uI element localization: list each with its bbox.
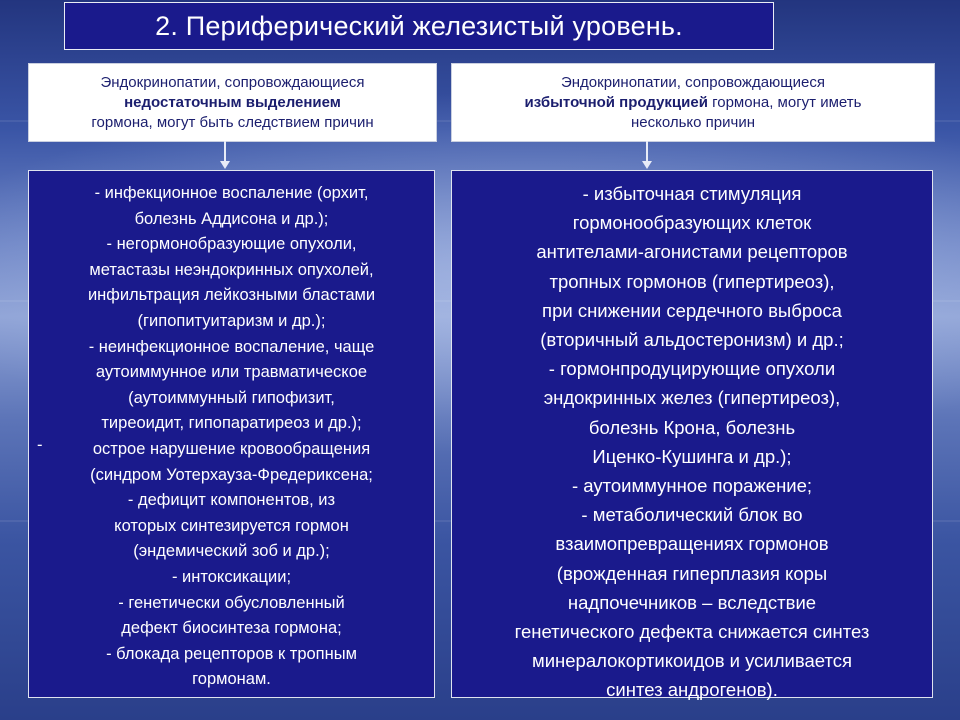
right-causes-box: [451, 170, 933, 701]
right-body-line: гормонообразующих клеток: [572, 212, 812, 234]
right-body-line: Иценко-Кушинга и др.);: [592, 445, 792, 467]
right-header-bold: избыточной продукцией: [524, 93, 708, 111]
right-header-line-2-rest: гормона, могут иметь: [707, 93, 862, 111]
right-body-line: генетического дефекта снижается синтез: [514, 621, 870, 643]
left-body-line: (аутоиммунный гипофизит,: [128, 388, 335, 407]
right-body-line: эндокринных желез (гипертиреоз),: [543, 387, 841, 409]
left-connector-line: [224, 141, 226, 163]
left-header-box: [28, 63, 437, 142]
right-body-line: - метаболический блок во: [581, 504, 803, 526]
right-header-line-2: [525, 93, 862, 113]
right-body-line: болезнь Крона, болезнь: [588, 416, 796, 438]
right-body-line: - гормонпродуцирующие опухоли: [548, 358, 836, 380]
left-body-line: - инфекционное воспаление (орхит,: [94, 184, 369, 202]
left-body-line: (синдром Уотерхауза-Фредериксена;: [90, 465, 373, 484]
left-body-line: метастазы неэндокринных опухолей,: [89, 260, 374, 279]
left-body-line: аутоиммунное или травматическое: [95, 363, 368, 382]
right-connector-line: [646, 141, 648, 163]
left-body-line: гормонам.: [192, 670, 271, 689]
left-body-line: инфильтрация лейкозными бластами: [87, 286, 376, 305]
right-body-line: при снижении сердечного выброса: [542, 299, 842, 321]
right-body-line: взаимопревращениях гормонов: [555, 533, 829, 555]
left-arrow-head: [220, 161, 230, 169]
right-body-line: - аутоиммунное поражение;: [571, 475, 813, 497]
slide-title-box: [64, 2, 774, 50]
right-body-line: тропных гормонов (гипертиреоз),: [549, 270, 835, 292]
left-body-line: которых синтезируется гормон: [114, 516, 349, 535]
left-body-line: - генетически обусловленный: [118, 593, 345, 612]
left-body-line: - блокада рецепторов к тропным: [106, 644, 357, 663]
left-body-line: (гипопитуитаризм и др.);: [137, 311, 326, 330]
left-header-text: [87, 73, 377, 133]
left-causes-box: [28, 170, 435, 698]
left-header-line-3: гормона, могут быть следствием причин: [91, 113, 374, 131]
left-body-line: - неинфекционное воспаление, чаще: [88, 337, 375, 356]
right-body-line: минералокортикоидов и усиливается: [531, 650, 853, 672]
right-header-line-1: Эндокринопатии, сопровождающиеся: [560, 73, 825, 91]
right-body-line: синтез андрогенов).: [606, 679, 778, 701]
left-body-line: тиреоидит, гипопаратиреоз и др.);: [101, 414, 362, 433]
right-body-line: (вторичный альдостеронизм) и др.;: [540, 329, 844, 351]
right-header-box: [451, 63, 935, 142]
left-body-line: - дефицит компонентов, из: [127, 491, 336, 510]
left-body-line: - негормонобразующие опухоли,: [106, 235, 357, 254]
left-body-line: (эндемический зоб и др.);: [133, 542, 330, 561]
left-body-line: дефект биосинтеза гормона;: [121, 619, 342, 638]
right-body-line: антителами-агонистами рецепторов: [536, 241, 848, 263]
right-body-line: - избыточная стимуляция: [582, 183, 802, 204]
right-arrow-head: [642, 161, 652, 169]
right-header-line-3: несколько причин: [630, 113, 755, 131]
left-body-line: болезнь Аддисона и др.);: [134, 209, 329, 228]
right-body-line: надпочечников – вследствие: [567, 591, 817, 613]
left-header-line-1: Эндокринопатии, сопровождающиеся: [100, 73, 365, 91]
left-body-line: - интоксикации;: [171, 567, 292, 586]
left-header-line-2: недостаточным выделением: [124, 93, 341, 111]
left-body-line: острое нарушение кровообращения: [92, 439, 371, 458]
right-body-line: (врожденная гиперплазия коры: [556, 562, 828, 584]
left-body-stray-dash: -: [37, 436, 43, 454]
slide-title: 2. Периферический железистый уровень.: [155, 10, 683, 41]
right-header-text: [521, 73, 866, 133]
